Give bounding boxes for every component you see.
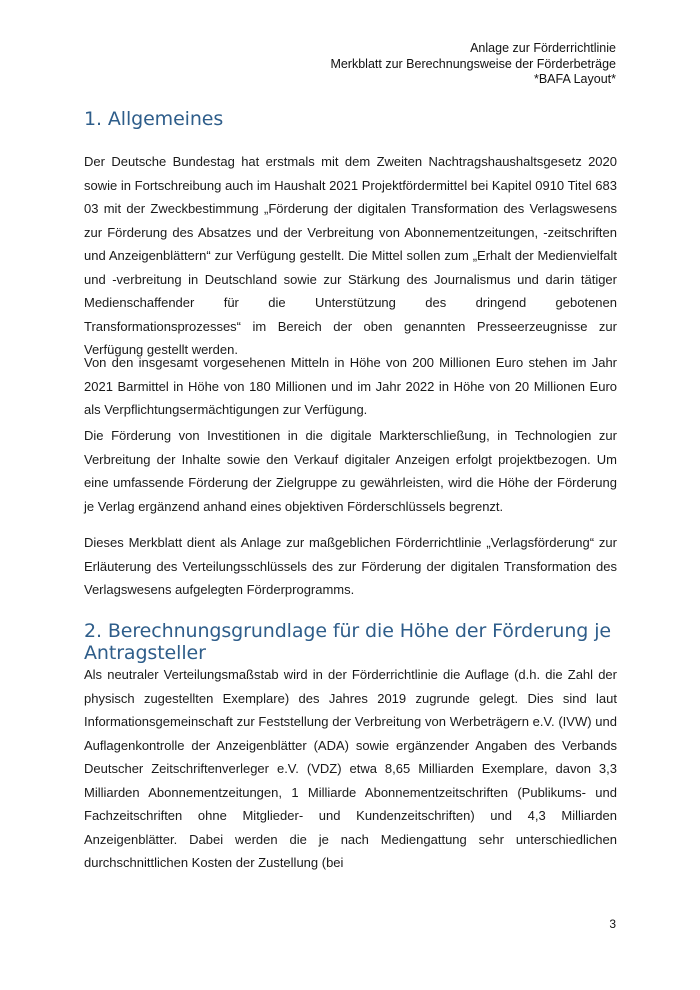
- section-2-paragraph-1: Als neutraler Verteilungsmaßstab wird in der Förderrichtlinie die Auflage (d.h. die Zahl der physisch zugestellten Exemplare) des Jahres 2019 zugrunde gelegt. Dies sind laut Informationsgemeinschaft zur Feststellung der Verbreitung von Werbeträgern e.V. (IVW) und Auflagenkontrolle der Anzeigenblätter (ADA) sowie ergänzender Angaben des Verbands Deutscher Zeitschriftenverleger e.V. (VDZ) etwa 8,65 Milliarden Exemplare, davon 3,3 Milliarden Abonnementzeitungen, 1 Milliarde Abonnementzeitschriften (Publikums- und Fachzeitschriften ohne Mitglieder- und Kundenzeitschriften) und 4,3 Milliarden Anzeigenblätter. Dabei werden die je nach Mediengattung sehr unterschiedlichen durchschnittlichen Kosten der Zustellung (bei: [84, 667, 617, 870]
- section-1-paragraph-3: Die Förderung von Investitionen in die digitale Markterschließung, in Technologien zur Verbreitung der Inhalte sowie den Verkauf digitaler Anzeigen erfolgt projektbezogen. Um eine umfassende Förderung der Zielgruppe zu gewährleisten, wird die Höhe der Förderung je Verlag ergänzend anhand eines objektiven Förderschlüssels begrenzt.: [84, 428, 617, 514]
- section-1-paragraph-2: Von den insgesamt vorgesehenen Mitteln in Höhe von 200 Millionen Euro stehen im Jahr 2021 Barmittel in Höhe von 180 Millionen und im Jahr 2022 in Höhe von 20 Millionen Euro als Verpflichtungsermächtigungen zur Verfügung.: [84, 355, 617, 417]
- section-1-paragraph-4: Dieses Merkblatt dient als Anlage zur maßgeblichen Förderrichtlinie „Verlagsförderung“ zur Erläuterung des Verteilungsschlüssels des zur Förderung der digitalen Transformation des Verlagswesens aufgelegten Förderprogramms.: [84, 535, 617, 597]
- header-line-1: Anlage zur Förderrichtlinie: [470, 41, 616, 55]
- page-number: 3: [609, 917, 616, 931]
- header-line-2: Merkblatt zur Berechnungsweise der Förderbeträge: [330, 56, 616, 71]
- document-header: [330, 41, 616, 88]
- header-line-3: *BAFA Layout*: [533, 72, 616, 86]
- section-2-heading: 2. Berechnungsgrundlage für die Höhe der Förderung je Antragsteller: [84, 620, 611, 664]
- section-1-paragraph-1: Der Deutsche Bundestag hat erstmals mit dem Zweiten Nachtragshaushaltsgesetz 2020 sowie in Fortschreibung auch im Haushalt 2021 Projektfördermittel bei Kapitel 0910 Titel 683 03 mit der Zweckbestimmung „Förderung der digitalen Transformation des Verlagswesens zur Förderung des Absatzes und der Verbreitung von Abonnementzeitungen, -zeitschriften und Anzeigenblättern“ zur Verfügung gestellt. Die Mittel sollen zum „Erhalt der Medienvielfalt und -verbreitung in Deutschland sowie zur Stärkung des Journalismus und darin tätiger Medienschaffender für die Unterstützung des dringend gebotenen Transformationsprozesses“ im Bereich der oben genannten Presseerzeugnisse zur Verfügung gestellt werden.: [84, 154, 617, 357]
- section-1-heading: 1. Allgemeines: [84, 108, 224, 130]
